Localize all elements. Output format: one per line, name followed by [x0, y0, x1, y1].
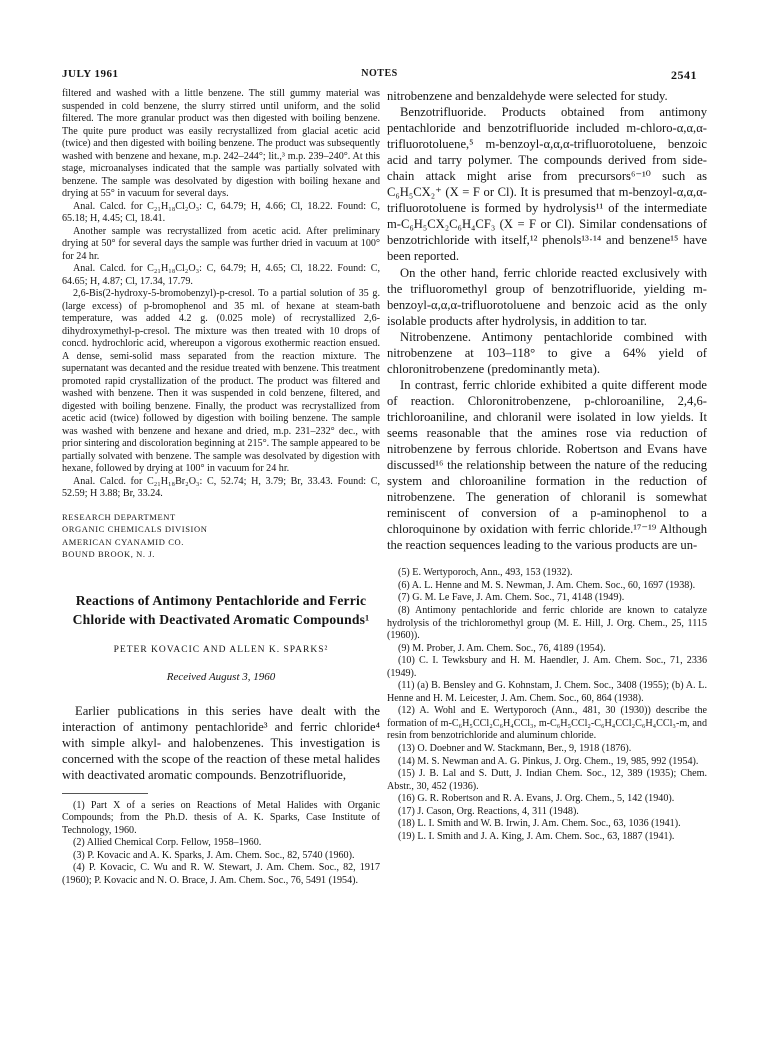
results-section — [387, 88, 707, 553]
reference: (11) (a) B. Bensley and G. Kohnstam, J. Chem. Soc., 3408 (1955); (b) A. L. Henne and H. M. Leicester, J. Am. Chem. Soc., 60, 864 (1938). — [387, 680, 707, 704]
body-paragraph: On the other hand, ferric chloride reacted exclusively with the trifluoromethyl group of benzotrifluoride, yielding m-benzoyl-α,α,α-trifluorotoluene and benzoic acid as the only isolable products after hydrolysis, in addition to tar. — [387, 265, 707, 328]
reference: (18) L. I. Smith and W. B. Irwin, J. Am. Chem. Soc., 63, 1036 (1941). — [398, 818, 681, 830]
footnote: (4) P. Kovacic, C. Wu and R. W. Stewart, J. Am. Chem. Soc., 82, 1917 (1960); P. Kovacic and N. O. Brace, J. Am. Chem. Soc., 76, 5491 (1954). — [62, 862, 380, 886]
body-paragraph: 2,6-Bis(2-hydroxy-5-bromobenzyl)-p-cresol. To a partial solution of 35 g. (large excess) of p-bromophenol and 35 ml. of hexane at steam-bath temperature, was added 4.2 g. (0.025 mole) of recrystallized 2,6-dihydroxymethyl-p-cresol. The mixture was then treated with 10 drops of concd. hydrochloric acid, whereupon a vigorous exothermic reaction ensued. A dense, semi-solid mass separated from the reaction mixture. The supernatant was decanted and the residue treated with benzene. This treatment promoted rapid crystallization of the product. The product was filtered and washed with benzene. Then it was suspended in cold benzene, filtered, and digested with boiling benzene. Finally, the product was recrystallized from acetic acid (twice) followed by digestion with boiling benzene. The sample was washed with benzene and hexane and dried, m.p. 231–232° dec., with prior sintering and discoloration beginning at 215°. The sample appeared to be partially solvated with benzene. The sample was desolvated by digestion with hexane, followed by drying at 100° in vacuum for 24 hr. — [62, 288, 380, 474]
experimental-section — [62, 88, 380, 501]
footnote: (3) P. Kovacic and A. K. Sparks, J. Am. Chem. Soc., 82, 5740 (1960). — [73, 849, 355, 861]
body-paragraph: filtered and washed with a little benzene. The still gummy material was suspended in cold benzene, the slurry stirred until uniform, and the solid filtered. The more granular product was then digested with boiling benzene. The quite pure product was easily recrystallized from glacial acetic acid (twice) and then digested with boiling benzene. The product was subsequently washed with benzene and hexane, m.p. 242–244°; lit.,³ m.p. 239–240°. At this stage, microanalyses indicated that the sample was partially solvated with benzene. The sample was desolvated by digestion with boiling hexane and drying at 55° in vacuum for several days. — [62, 88, 380, 199]
body-paragraph: nitrobenzene and benzaldehyde were selected for study. — [387, 89, 668, 103]
left-column — [62, 88, 380, 887]
affiliation-address — [62, 511, 380, 561]
address-line: BOUND BROOK, N. J. — [62, 549, 155, 559]
footnotes — [62, 800, 380, 888]
reference: (5) E. Wertyporoch, Ann., 493, 153 (1932). — [398, 567, 573, 579]
analysis-paragraph: Anal. Calcd. for C₂₁H₁₈Cl₂O₃: C, 64.79; H, 4.65; Cl, 18.22. Found: C, 64.65; H, 4.87; Cl, 17.34, 17.79. — [62, 263, 380, 287]
received-date: Received August 3, 1960 — [166, 670, 276, 683]
address-line: AMERICAN CYANAMID CO. — [62, 536, 184, 547]
footnote-divider — [62, 793, 148, 794]
reference: (17) J. Cason, Org. Reactions, 4, 311 (1948). — [398, 805, 579, 817]
right-column — [387, 88, 707, 843]
footnote: (2) Allied Chemical Corp. Fellow, 1958–1960. — [73, 837, 262, 849]
page-number: 2541 — [671, 68, 697, 82]
body-paragraph: Another sample was recrystallized from acetic acid. After preliminary drying at 50° for several days the sample was further dried in vacuum at 100° for 24 hr. — [62, 225, 380, 262]
body-paragraph: Nitrobenzene. Antimony pentachloride combined with nitrobenzene at 103–118° to give a 64% yield of chloronitrobenzene (predominantly meta). — [387, 329, 707, 376]
reference: (16) G. R. Robertson and R. A. Evans, J. Org. Chem., 5, 142 (1940). — [398, 793, 675, 805]
reference: (13) O. Doebner and W. Stackmann, Ber., 9, 1918 (1876). — [398, 743, 632, 755]
analysis-paragraph: Anal. Calcd. for C₂₁H₁₈Br₂O₃: C, 52.74; H, 3.79; Br, 33.43. Found: C, 52.59; H 3.88; Br, 33.24. — [62, 475, 380, 499]
address-line: RESEARCH DEPARTMENT — [62, 511, 176, 522]
analysis-paragraph: Anal. Calcd. for C₂₁H₁₈Cl₂O₃: C, 64.79; H, 4.66; Cl, 18.22. Found: C, 65.18; H, 4.45; Cl, 18.41. — [62, 200, 380, 224]
reference: (14) M. S. Newman and A. G. Pinkus, J. Org. Chem., 19, 985, 992 (1954). — [398, 755, 699, 767]
running-header-section: NOTES — [361, 68, 398, 79]
article-title: Reactions of Antimony Pentachloride and Ferric Chloride with Deactivated Aromatic Compounds¹ — [72, 592, 370, 627]
reference: (15) J. B. Lal and S. Dutt, J. Indian Chem. Soc., 12, 389 (1935); Chem. Abstr., 30, 452 (1936). — [387, 768, 707, 792]
footnote: (1) Part X of a series on Reactions of Metal Halides with Organic Compounds; from the Ph.D. thesis of A. K. Sparks, Case Institute of Technology, 1960. — [62, 799, 380, 836]
introduction — [62, 703, 380, 783]
reference: (8) Antimony pentachloride and ferric chloride are known to catalyze hydrolysis of the trichloromethyl group (M. E. Hill, J. Org. Chem., 25, 1115 (1960)). — [387, 605, 707, 642]
body-paragraph: In contrast, ferric chloride exhibited a quite different mode of reaction. Chloronitrobenzene, p-chloroaniline, 2,4,6-trichloroaniline, and chloranil were isolated in low yields. It seems reasonable that the amines rose via reduction of nitrobenzene by ferrous chloride. Robertson and Evans have discussed¹⁶ the relationship between the nature of the reducing system and chloroaniline formation in the reduction of nitrobenzene. The generation of chloranil is somewhat reminiscent of conversion of a p-aminophenol to a chloroquinone by oxidation with ferric chloride.¹⁷⁻¹⁹ Although the reaction sequences leading to the various products are un- — [387, 377, 707, 553]
article-authors: PETER KOVACIC AND ALLEN K. SPARKS² — [113, 644, 329, 655]
reference: (6) A. L. Henne and M. S. Newman, J. Am. Chem. Soc., 60, 1697 (1938). — [398, 579, 696, 591]
reference: (7) G. M. Le Fave, J. Am. Chem. Soc., 71, 4148 (1949). — [398, 592, 625, 604]
reference: (10) C. I. Tewksbury and H. M. Haendler, J. Am. Chem. Soc., 71, 2336 (1949). — [387, 655, 707, 679]
reference: (9) M. Prober, J. Am. Chem. Soc., 76, 4189 (1954). — [398, 642, 606, 654]
reference: (19) L. I. Smith and J. A. King, J. Am. Chem. Soc., 63, 1887 (1941). — [398, 830, 675, 842]
reference: (12) A. Wohl and E. Wertyporoch (Ann., 481, 30 (1930)) describe the formation of m-C₆H₅CCl₂C₆H₄CCl₃, m-C₆H₅CCl₂-C₆H₄CCl₂C₆H₄CCl₃-m, and resin from benzotrichloride and aluminum chloride. — [387, 705, 707, 742]
address-line: ORGANIC CHEMICALS DIVISION — [62, 524, 208, 534]
running-header-date: JULY 1961 — [62, 68, 119, 80]
body-paragraph: Benzotrifluoride. Products obtained from antimony pentachloride and benzotrifluoride included m-chloro-α,α,α-trifluorotoluene,⁵ m-benzoyl-α,α,α-trifluorotoluene, benzoic acid and tarry polymer. The compounds derived from side-chain attack might arise from precursors⁶⁻¹⁰ such as C₆H₅CX₂⁺ (X = F or Cl). It is presumed that m-benzoyl-α,α,α-trifluorotoluene is formed by hydrolysis¹¹ of the intermediate m-C₆H₅CX₂C₆H₄CF₃ (X = F or Cl). Similar condensations of benzotrichloride with itself,¹² phenols¹³·¹⁴ and benzene¹⁵ have been reported. — [387, 105, 707, 264]
references — [387, 567, 707, 843]
body-paragraph: Earlier publications in this series have dealt with the interaction of antimony pentachloride³ and ferric chloride⁴ with simple alkyl- and halobenzenes. This investigation is concerned with the scope of the reaction of these metal halides with deactivated aromatic compounds. Benzotrifluoride, — [62, 703, 380, 782]
